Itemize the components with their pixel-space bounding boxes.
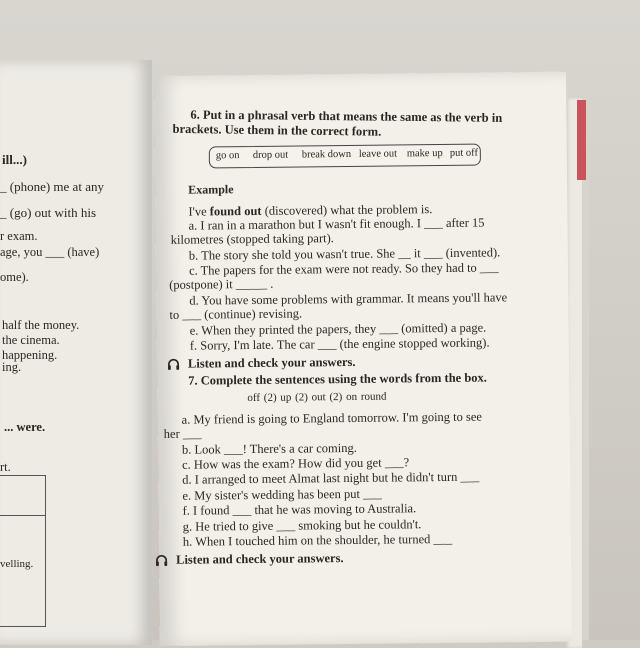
exercise-7-line: c. How was the exam? How did you get ___?	[181, 455, 410, 472]
left-line: ing.	[2, 360, 22, 374]
headphones-icon	[155, 554, 168, 567]
left-line: age, you ___ (have)	[0, 245, 100, 259]
word-list: off (2) up (2) out (2) on round	[247, 390, 387, 405]
example-pre: I've	[188, 204, 207, 219]
example-bold: found out	[209, 203, 262, 219]
left-table	[0, 475, 46, 627]
exercise-6-line: e. When they printed the papers, they ___ (omitted) a page.	[189, 320, 487, 338]
box-word: drop out	[252, 149, 289, 161]
left-line: half the money.	[2, 318, 80, 332]
left-line: velling.	[0, 558, 34, 570]
exercise-6-line: to ___ (continue) revising.	[169, 306, 303, 322]
left-line: _ (go) out with his	[0, 205, 97, 220]
exercise-6-line: kilometres (stopped taking part).	[170, 231, 334, 247]
exercise-7-line: e. My sister's wedding has been put ___	[182, 486, 382, 503]
exercise-6-title-2: brackets. Use them in the correct form.	[172, 121, 382, 139]
example-label: Example	[188, 182, 234, 197]
box-word: break down	[301, 148, 352, 161]
exercise-7-line: h. When I touched him on the shoulder, he turned ___	[182, 531, 453, 549]
left-line: happening.	[2, 348, 58, 362]
exercise-6-line: a. I ran in a marathon but I wasn't fit enough. I ___ after 15	[188, 215, 485, 233]
left-line: rt.	[0, 460, 11, 474]
box-word: go on	[215, 150, 240, 162]
exercise-7-line: g. He tried to give ___ smoking but he couldn't.	[182, 517, 422, 534]
box-word: put off	[449, 147, 478, 159]
box-word: leave out	[358, 148, 398, 160]
exercise-6-title: 6. Put in a phrasal verb that means the same as the verb in	[190, 107, 503, 125]
headphones-icon	[167, 358, 180, 371]
exercise-7-title: 7. Complete the sentences using the words from the box.	[188, 370, 487, 388]
exercise-7-line: her ___	[163, 426, 202, 441]
exercise-7-line: a. My friend is going to England tomorrow. I'm going to see	[181, 409, 483, 427]
exercise-7-line: b. Look ___! There's a car coming.	[181, 440, 357, 457]
left-line: ome).	[0, 270, 29, 284]
exercise-7-line: d. I arranged to meet Almat last night but he didn't turn ___	[182, 469, 480, 487]
right-page	[154, 72, 572, 646]
phrasal-verb-box	[209, 144, 481, 169]
exercise-6-line: c. The papers for the exam were not ready. So they had to ___	[188, 260, 499, 278]
left-line: r exam.	[0, 229, 38, 243]
exercise-6-line: (postpone) it _____ .	[169, 276, 274, 292]
left-line: the cinema.	[2, 333, 60, 347]
listen-instruction: Listen and check your answers.	[175, 551, 344, 567]
red-bookmark-tab	[577, 100, 586, 180]
example-post: (discovered) what the problem is.	[264, 202, 433, 218]
exercise-7-line: f. I found ___ that he was moving to Australia.	[182, 501, 417, 518]
exercise-6-line: f. Sorry, I'm late. The car ___ (the engine stopped working).	[189, 335, 490, 353]
left-line: ... were.	[4, 420, 46, 434]
left-table-divider	[0, 515, 45, 516]
left-line: ill...)	[2, 152, 27, 167]
listen-instruction: Listen and check your answers.	[187, 354, 356, 371]
left-page	[0, 60, 152, 645]
box-word: make up	[406, 147, 443, 160]
left-line: _ (phone) me at any	[0, 179, 104, 194]
exercise-6-line: d. You have some problems with grammar. It means you'll have	[189, 290, 508, 308]
exercise-6-line: b. The story she told you wasn't true. She __ it ___ (invented).	[188, 245, 501, 263]
